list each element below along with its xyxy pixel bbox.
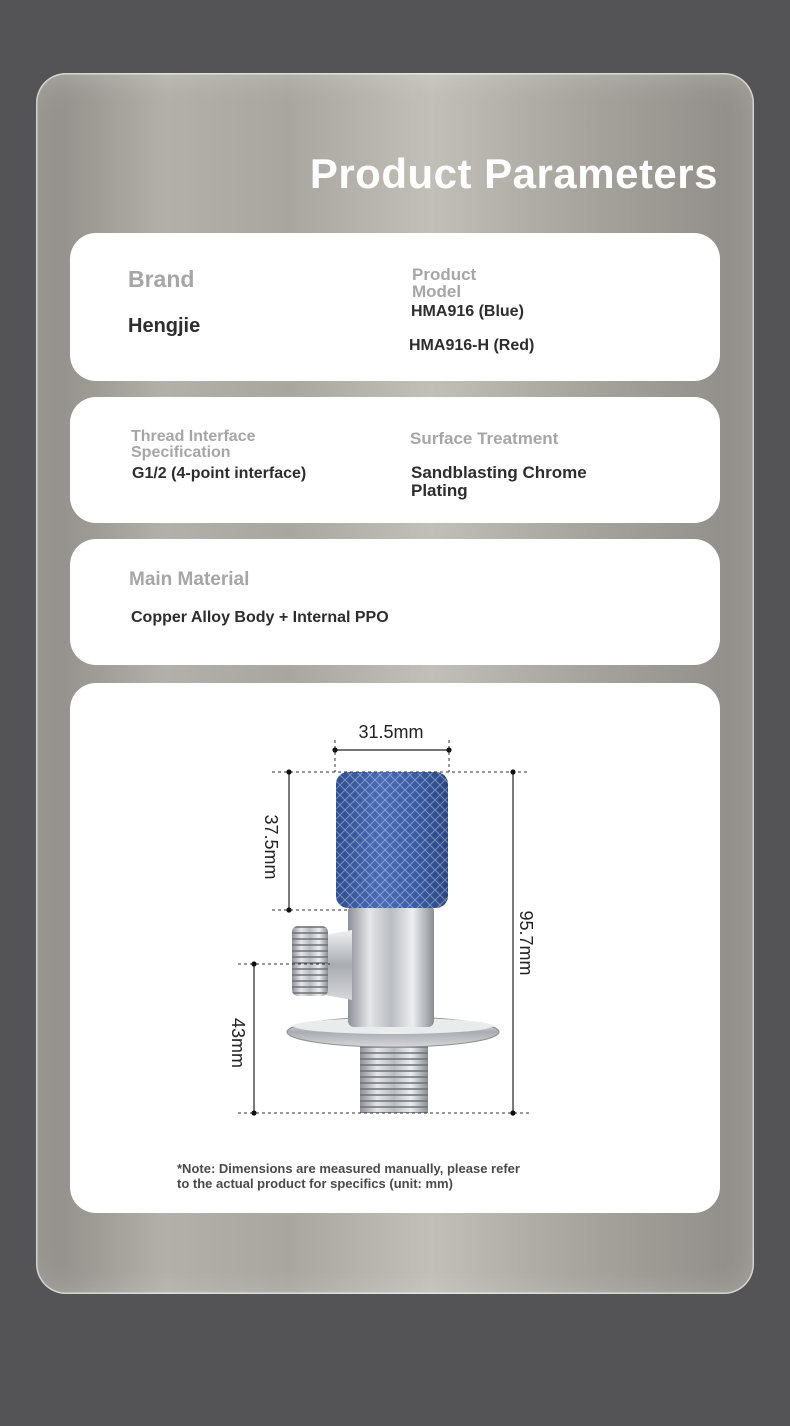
bottom-thread-icon <box>360 1045 428 1113</box>
model-value-red: HMA916-H (Red) <box>409 337 535 354</box>
thread-label: Thread Interface Specification <box>131 428 256 461</box>
surface-label: Surface Treatment <box>410 429 559 448</box>
valve-body-icon <box>292 905 434 1027</box>
blue-handle-icon <box>336 772 448 908</box>
brand-label: Brand <box>128 266 195 292</box>
total-height-label: 95.7mm <box>516 910 536 976</box>
material-value: Copper Alloy Body + Internal PPO <box>131 609 389 626</box>
handle-height-label: 37.5mm <box>261 814 281 880</box>
material-label: Main Material <box>129 569 250 590</box>
surface-value: Sandblasting Chrome Plating <box>411 463 587 500</box>
page-title: Product Parameters <box>309 150 718 197</box>
thread-value: G1/2 (4-point interface) <box>132 465 307 482</box>
dimension-note: *Note: Dimensions are measured manually, please refer to the actual product for specifics (unit: mm) <box>177 1161 520 1191</box>
model-value-blue: HMA916 (Blue) <box>411 303 524 320</box>
width-dimension-label: 31.5mm <box>358 722 424 742</box>
brand-value: Hengjie <box>128 315 201 337</box>
model-label: Product Model <box>412 265 477 301</box>
lower-height-label: 43mm <box>228 1017 248 1069</box>
